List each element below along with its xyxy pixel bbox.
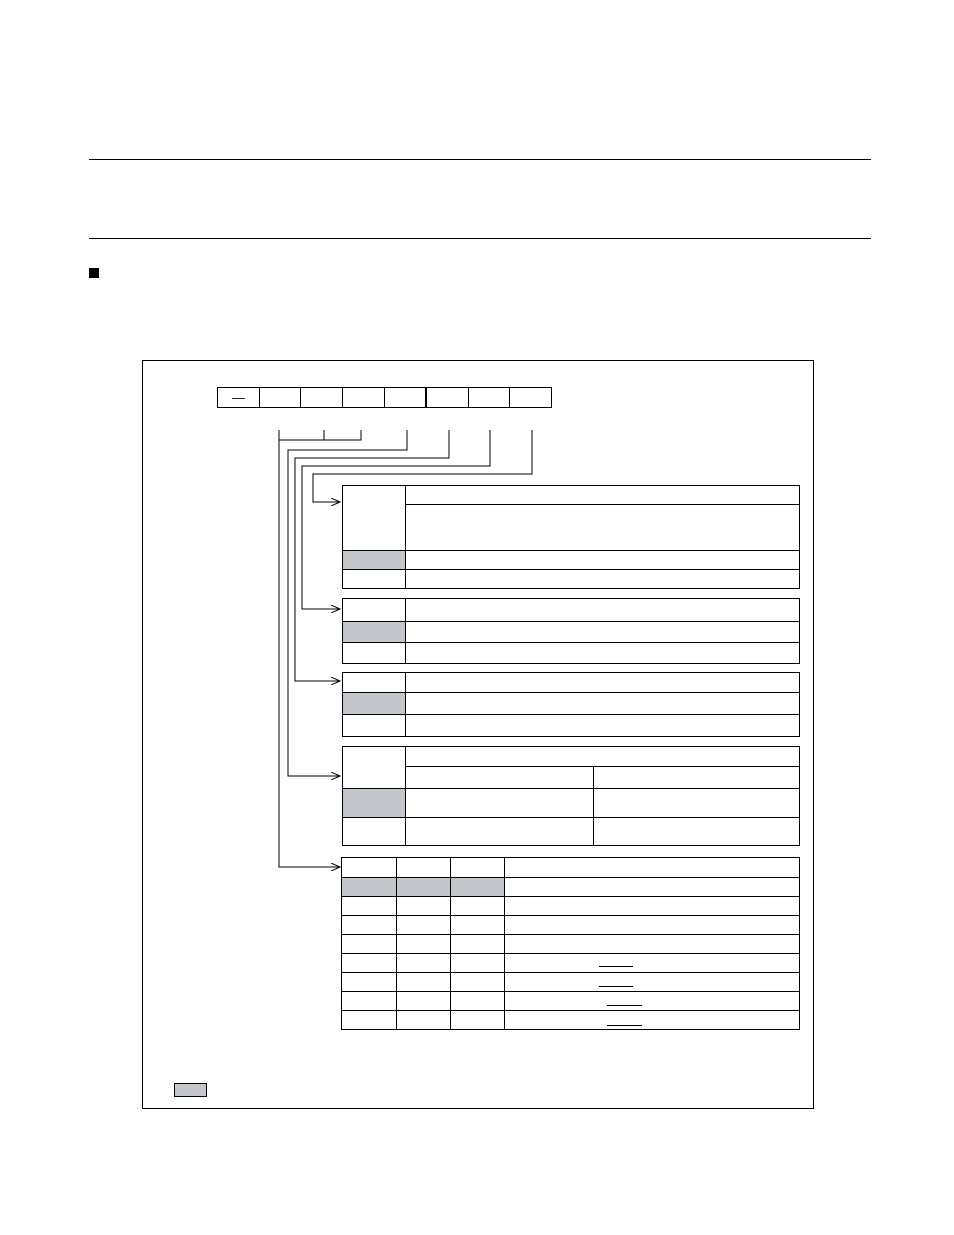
table-cell xyxy=(505,897,800,916)
table-cell xyxy=(451,858,505,878)
table-cell xyxy=(594,789,800,818)
table-cell xyxy=(406,767,594,789)
field-table-bits-6-4 xyxy=(341,857,800,1030)
table-cell-default xyxy=(451,878,505,897)
table-cell-default xyxy=(343,693,406,715)
table-cell xyxy=(406,622,800,643)
field-table-bit0 xyxy=(342,485,800,589)
table-cell xyxy=(397,935,451,954)
table-cell xyxy=(406,818,594,846)
table-cell xyxy=(451,1011,505,1030)
table-cell xyxy=(397,916,451,935)
table-cell xyxy=(406,673,800,693)
table-cell xyxy=(406,505,800,551)
table-cell xyxy=(342,992,397,1011)
table-cell xyxy=(397,973,451,992)
table-cell xyxy=(505,878,800,897)
table-cell xyxy=(594,818,800,846)
table-cell xyxy=(451,954,505,973)
table-cell-default xyxy=(342,878,397,897)
table-cell xyxy=(342,935,397,954)
table-cell xyxy=(505,935,800,954)
register-bit-7: — xyxy=(231,390,245,405)
table-cell xyxy=(397,858,451,878)
table-cell xyxy=(505,858,800,878)
table-cell xyxy=(397,954,451,973)
table-cell xyxy=(397,992,451,1011)
legend-default-swatch xyxy=(174,1083,207,1097)
table-cell xyxy=(451,897,505,916)
table-cell xyxy=(342,954,397,973)
table-cell xyxy=(343,599,406,622)
table-cell xyxy=(594,767,800,789)
table-cell-default xyxy=(397,878,451,897)
table-cell xyxy=(406,599,800,622)
table-cell xyxy=(343,715,406,737)
overline-mark xyxy=(607,1025,642,1026)
table-cell xyxy=(451,992,505,1011)
table-cell xyxy=(505,954,800,973)
table-cell xyxy=(342,897,397,916)
table-cell xyxy=(343,747,406,789)
table-cell xyxy=(343,570,406,589)
table-cell xyxy=(343,486,406,551)
table-cell xyxy=(397,897,451,916)
table-cell xyxy=(343,643,406,664)
field-table-bit1 xyxy=(342,598,800,664)
overline-mark xyxy=(599,966,633,967)
table-cell xyxy=(451,973,505,992)
table-cell xyxy=(505,992,800,1011)
overline-mark xyxy=(607,1005,642,1006)
field-table-bit2 xyxy=(342,672,800,737)
table-cell xyxy=(505,916,800,935)
table-cell xyxy=(342,916,397,935)
table-cell xyxy=(406,693,800,715)
table-cell xyxy=(406,551,800,570)
table-cell-default xyxy=(343,622,406,643)
table-cell-default xyxy=(343,789,406,818)
table-cell xyxy=(397,1011,451,1030)
table-cell xyxy=(406,747,800,767)
table-cell xyxy=(505,1011,800,1030)
table-cell xyxy=(505,973,800,992)
overline-mark xyxy=(599,986,633,987)
table-cell xyxy=(342,858,397,878)
table-cell xyxy=(342,1011,397,1030)
table-cell xyxy=(406,570,800,589)
table-cell xyxy=(343,673,406,693)
table-cell xyxy=(451,916,505,935)
field-table-bit3 xyxy=(342,746,800,846)
table-cell xyxy=(451,935,505,954)
table-cell xyxy=(406,715,800,737)
table-cell xyxy=(342,973,397,992)
table-cell xyxy=(343,818,406,846)
table-cell xyxy=(406,486,800,505)
table-cell xyxy=(406,643,800,664)
table-cell xyxy=(406,789,594,818)
table-cell-default xyxy=(343,551,406,570)
